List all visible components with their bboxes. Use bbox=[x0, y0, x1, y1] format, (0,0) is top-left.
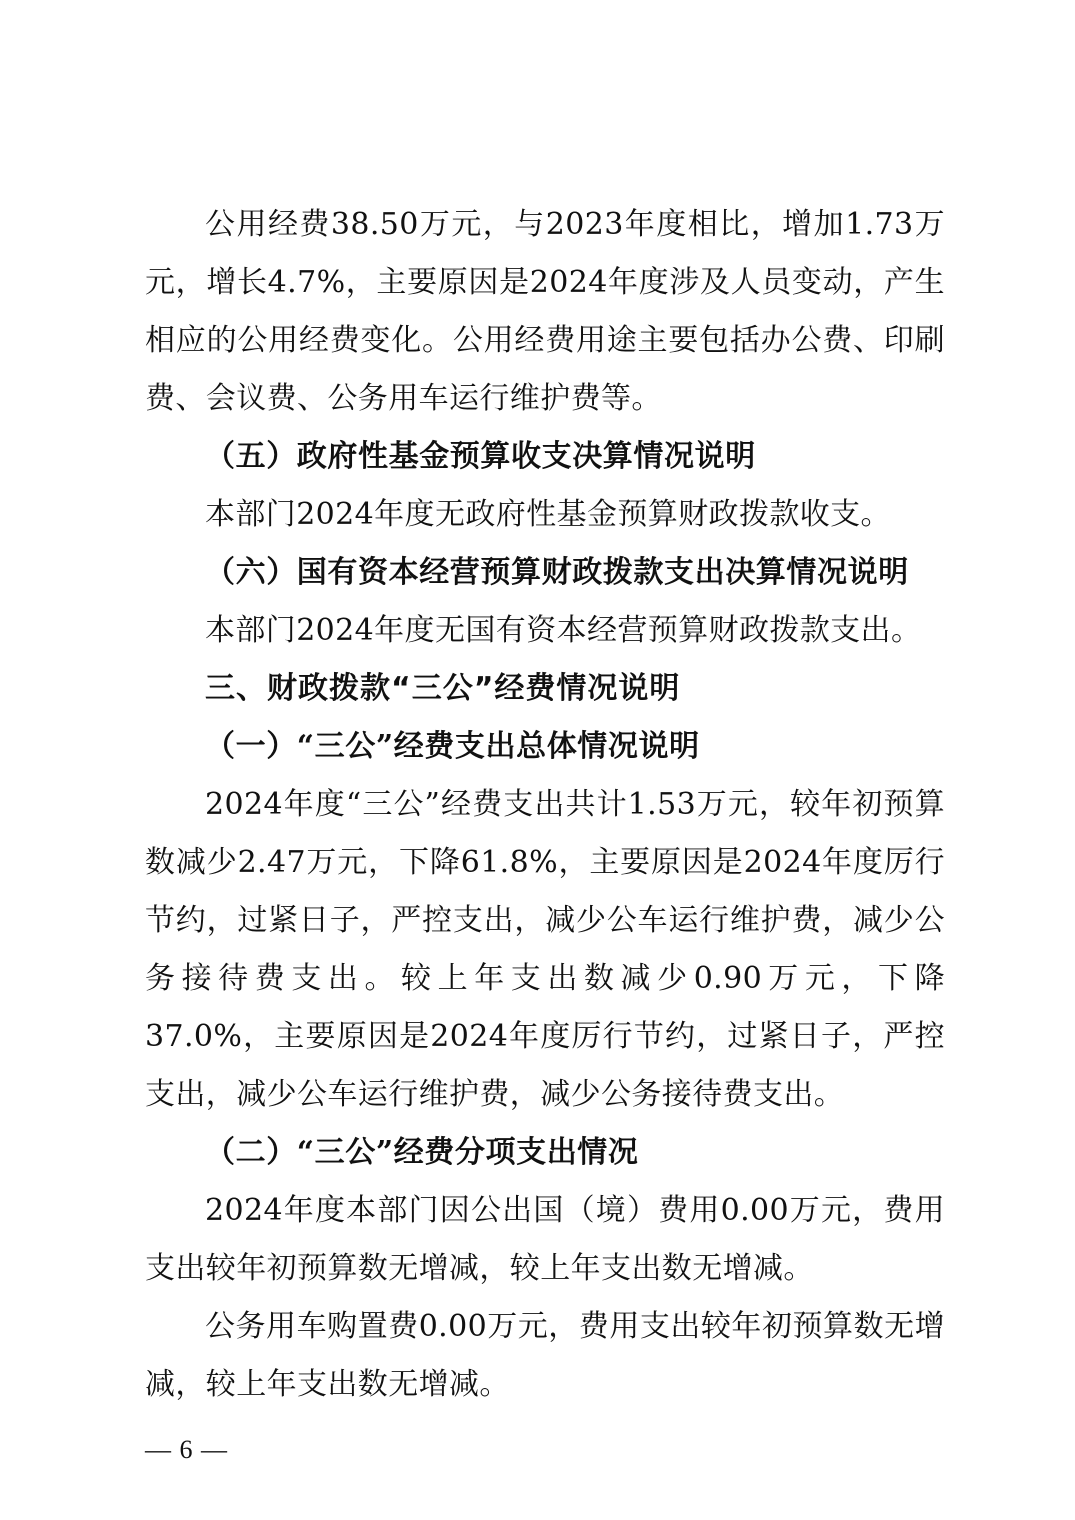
subheading-government-fund: （五）政府性基金预算收支决算情况说明 bbox=[205, 439, 756, 474]
subheading-state-capital: （六）国有资本经营预算财政拨款支出决算情况说明 bbox=[205, 555, 909, 590]
paragraph-overseas-expense: 2024年度本部门因公出国（境）费用0.00万元，费用支出较年初预算数无增减，较上年支出数无增减。 bbox=[145, 1193, 945, 1286]
paragraph-state-capital: 本部门2024年度无国有资本经营预算财政拨款支出。 bbox=[205, 613, 922, 648]
paragraph-public-funds: 公用经费38.50万元，与2023年度相比，增加1.73万元，增长4.7%，主要原因是2024年度涉及人员变动，产生相应的公用经费变化。公用经费用途主要包括办公费、印刷费、会议费、公务用车运行维护费等。 bbox=[145, 207, 945, 416]
paragraph-vehicle-purchase: 公务用车购置费0.00万元，费用支出较年初预算数无增减，较上年支出数无增减。 bbox=[145, 1309, 945, 1402]
paragraph-government-fund: 本部门2024年度无政府性基金预算财政拨款收支。 bbox=[205, 497, 891, 532]
paragraph-three-public-overall: 2024年度“三公”经费支出共计1.53万元，较年初预算数减少2.47万元，下降61.8%，主要原因是2024年度厉行节约，过紧日子，严控支出，减少公车运行维护费，减少公务接待费支出。较上年支出数减少0.90万元，下降37.0%，主要原因是2024年度厉行节约，过紧日子，严控支出，减少公车运行维护费，减少公务接待费支出。 bbox=[145, 787, 945, 1112]
subheading-three-public-items: （二）“三公”经费分项支出情况 bbox=[205, 1135, 639, 1170]
page-number: — 6 — bbox=[145, 1435, 228, 1464]
subheading-three-public-overall: （一）“三公”经费支出总体情况说明 bbox=[205, 729, 700, 764]
document-body bbox=[145, 196, 945, 1414]
section-heading-three-public: 三、财政拨款“三公”经费情况说明 bbox=[205, 671, 681, 706]
